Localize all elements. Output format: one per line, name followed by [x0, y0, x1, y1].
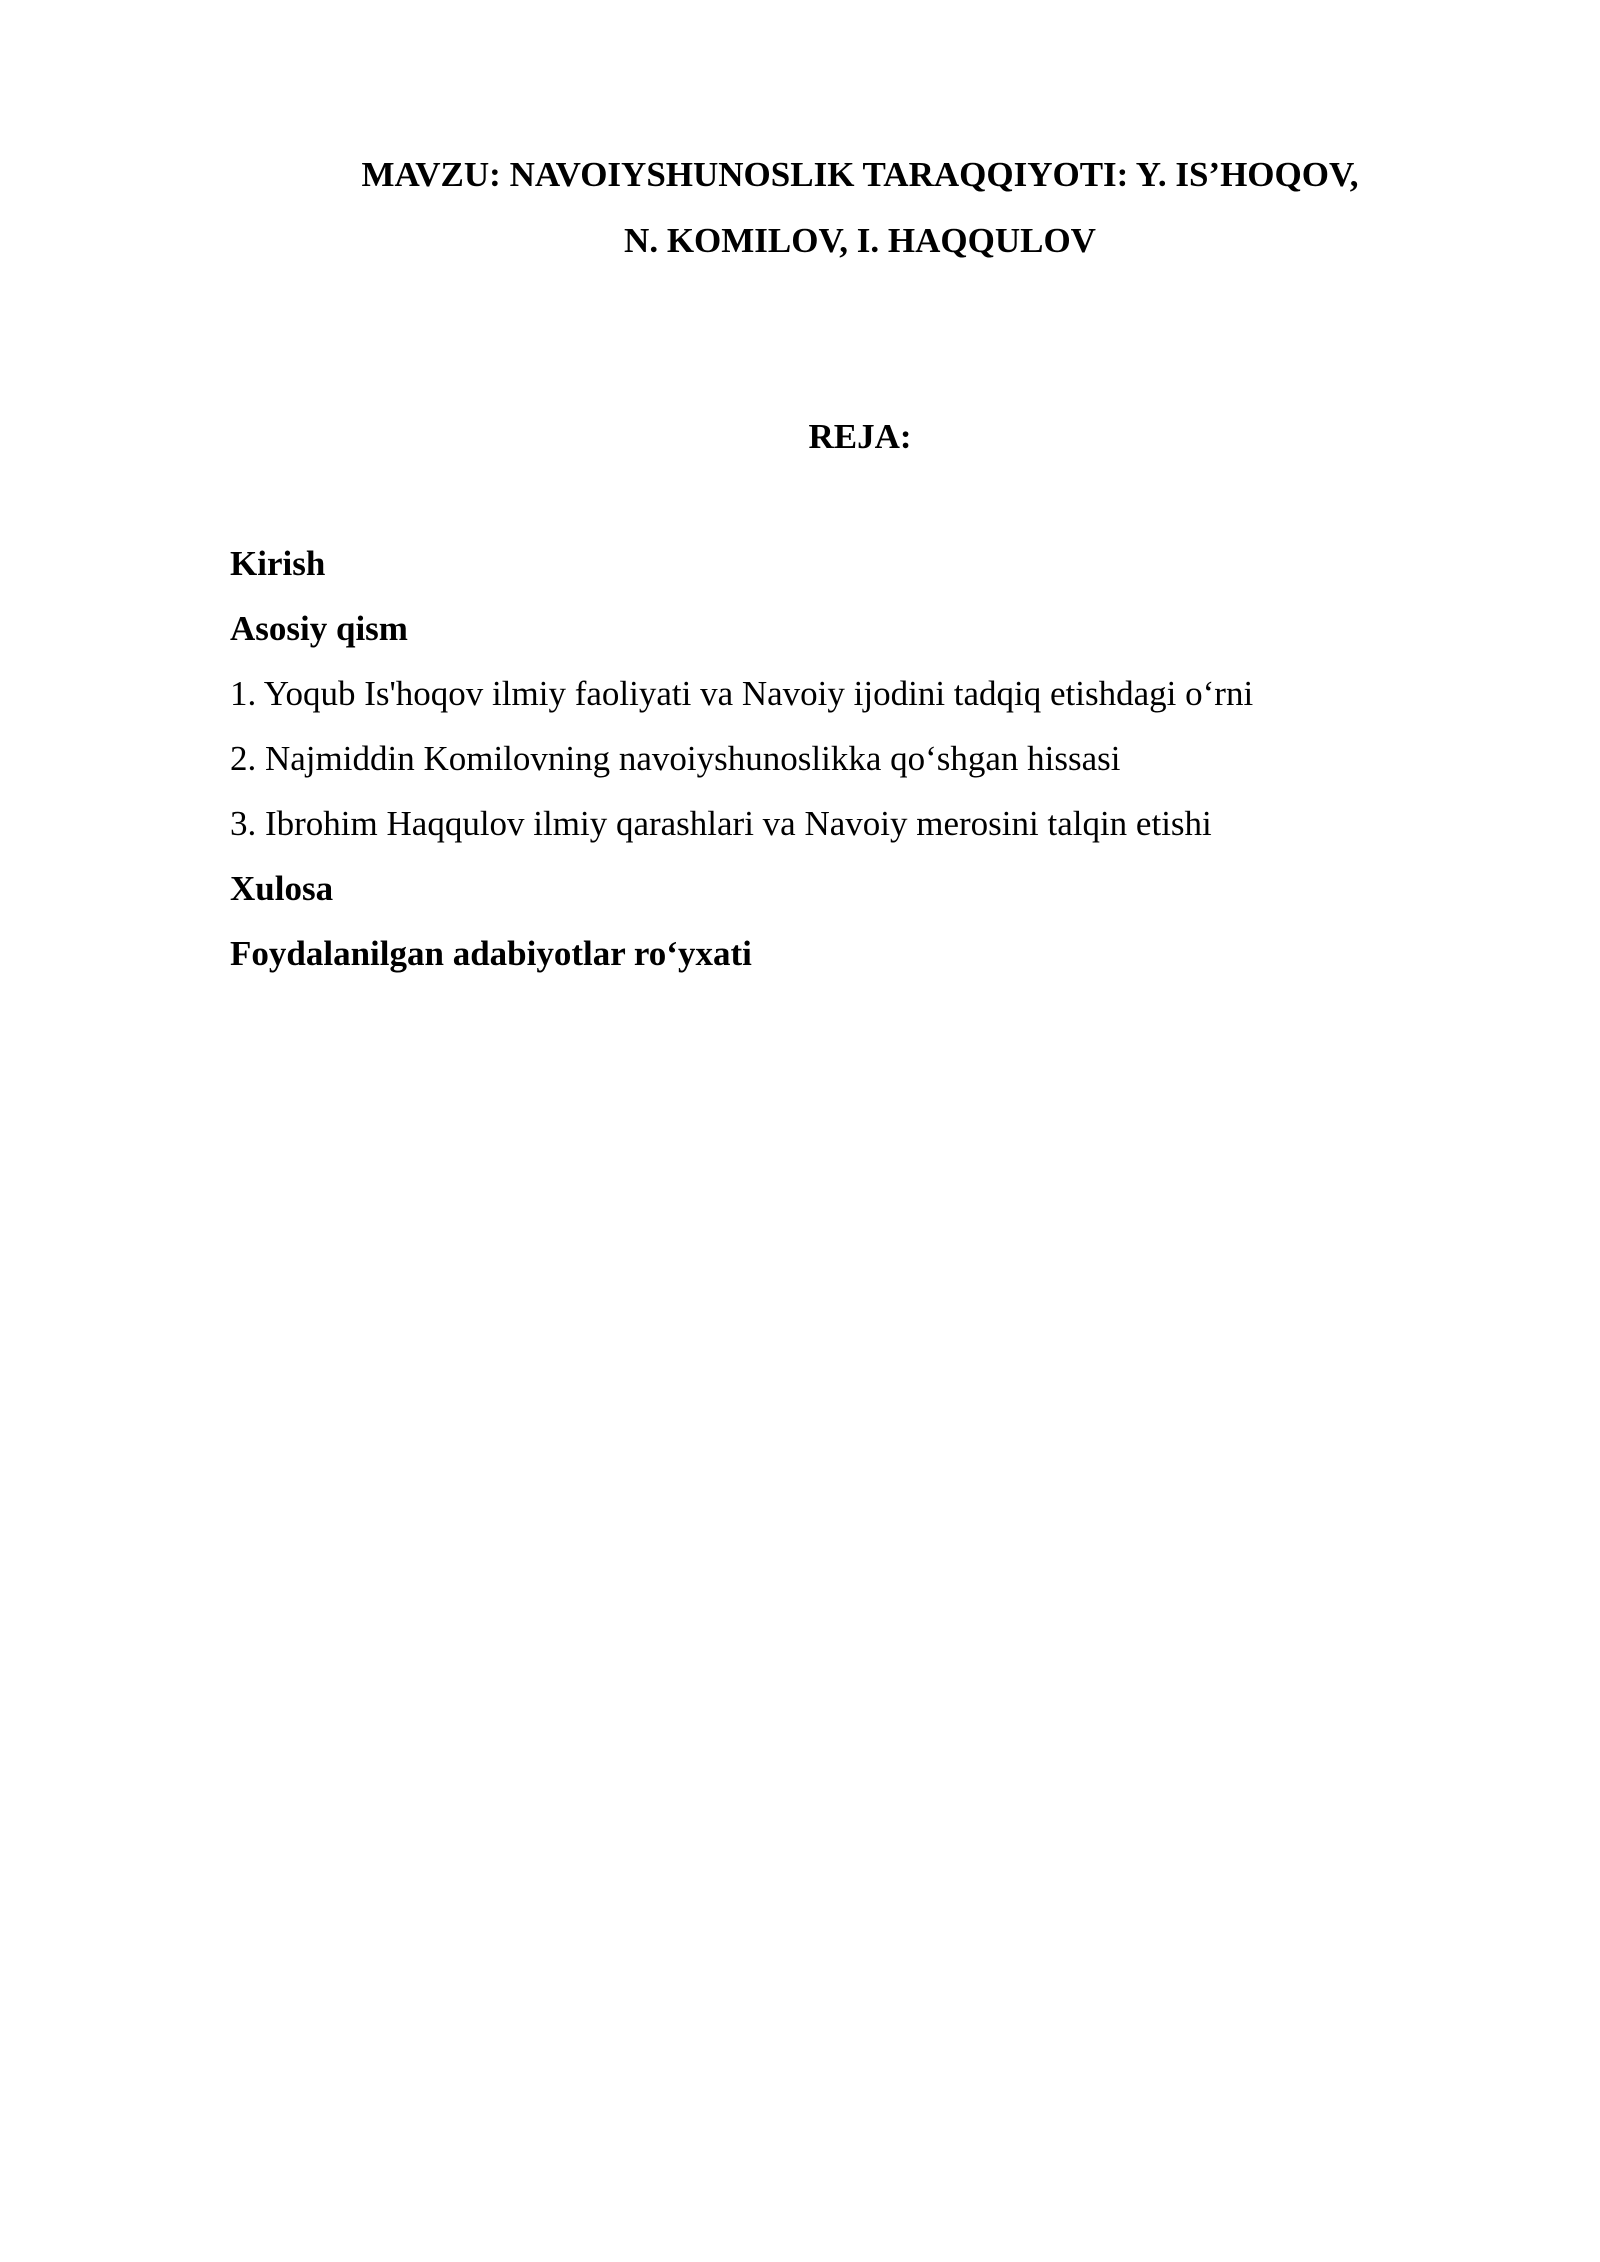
outline-item-3: 3. Ibrohim Haqqulov ilmiy qarashlari va Navoiy merosini talqin etishi: [230, 804, 1212, 843]
outline-conclusion: Xulosa: [230, 869, 334, 908]
outline-main-part: Asosiy qism: [230, 609, 408, 648]
page-title-line-2: N. KOMILOV, I. HAQQULOV: [624, 221, 1096, 260]
outline-references: Foydalanilgan adabiyotlar ro‘yxati: [230, 934, 752, 973]
plan-outline: [230, 538, 1490, 993]
outline-item-2: 2. Najmiddin Komilovning navoiyshunoslikka qo‘shgan hissasi: [230, 739, 1121, 778]
page-title-line-1: MAVZU: NAVOIYSHUNOSLIK TARAQQIYOTI: Y. IS’HOQOV,: [361, 155, 1359, 194]
outline-intro: Kirish: [230, 544, 326, 583]
outline-item-1: 1. Yoqub Is'hoqov ilmiy faoliyati va Navoiy ijodini tadqiq etishdagi o‘rni: [230, 674, 1254, 713]
plan-heading: REJA:: [808, 417, 912, 456]
